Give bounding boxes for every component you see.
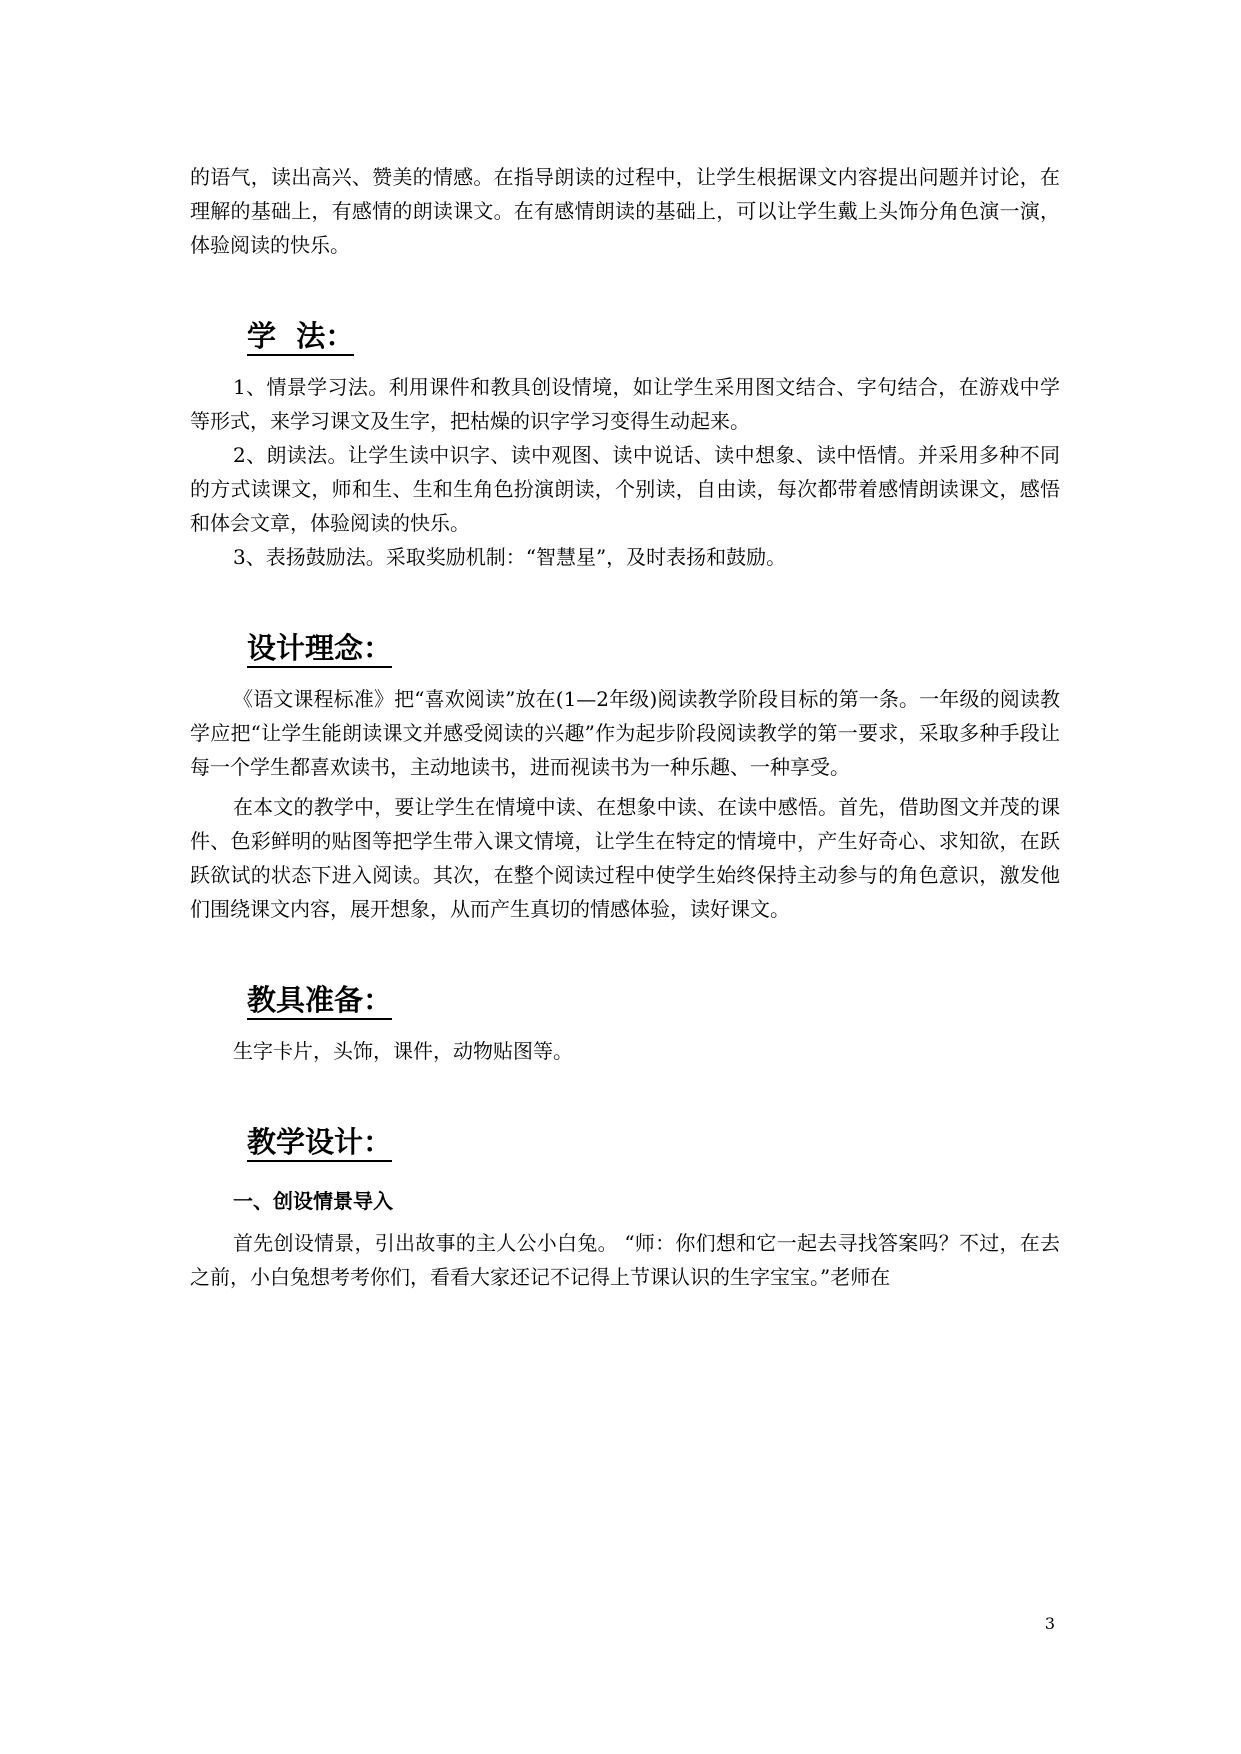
teaching-aids-section — [190, 926, 1060, 1034]
teaching-aids-heading: 教具准备： — [247, 982, 392, 1020]
study-method-item-2: 2、朗读法。让学生读中识字、读中观图、读中说话、读中想象、读中悟情。并采用多种不同的方式读课文，师和生、生和生角色扮演朗读，个别读，自由读，每次都带着感情朗读课文，感悟和体会文章，体验阅读的快乐。 — [190, 443, 1060, 535]
teaching-design-paragraph: 首先创设情景，引出故事的主人公小白兔。 “师：你们想和它一起去寻找答案吗？不过，在去之前，小白兔想考考你们，看看大家还记不记得上节课认识的生字宝宝。”老师在 — [190, 1231, 1060, 1289]
teaching-design-subheading: 一、创设情景导入 — [233, 1189, 393, 1213]
study-method-item-1: 1、情景学习法。利用课件和教具创设情境，如让学生采用图文结合、字句结合，在游戏中学等形式，来学习课文及生字，把枯燥的识字学习变得生动起来。 — [190, 375, 1060, 433]
design-concept-section — [190, 574, 1060, 682]
design-concept-heading: 设计理念： — [247, 630, 392, 668]
study-method-heading: 学 法： — [247, 318, 354, 356]
page-number: 3 — [1044, 1614, 1055, 1633]
teaching-design-section — [190, 1068, 1060, 1176]
study-method-section — [190, 262, 1060, 370]
page-content — [190, 160, 1060, 1294]
teaching-design-heading: 教学设计： — [247, 1124, 392, 1162]
design-concept-paragraph-1: 《语文课程标准》把“喜欢阅读”放在(1—2年级)阅读教学阶段目标的第一条。一年级的阅读教学应把“让学生能朗读课文并感受阅读的兴趣”作为起步阶段阅读教学的第一要求，采取多种手段让每一个学生都喜欢读书，主动地读书，进而视读书为一种乐趣、一种享受。 — [190, 687, 1060, 779]
intro-paragraph: 的语气，读出高兴、赞美的情感。在指导朗读的过程中，让学生根据课文内容提出问题并讨论，在理解的基础上，有感情的朗读课文。在有感情朗读的基础上，可以让学生戴上头饰分角色演一演，体验阅读的快乐。 — [190, 165, 1060, 257]
study-method-item-3: 3、表扬鼓励法。采取奖励机制：“智慧星”，及时表扬和鼓励。 — [233, 545, 787, 569]
design-concept-paragraph-2: 在本文的教学中，要让学生在情境中读、在想象中读、在读中感悟。首先，借助图文并茂的课件、色彩鲜明的贴图等把学生带入课文情境，让学生在特定的情境中，产生好奇心、求知欲，在跃跃欲试的状态下进入阅读。其次，在整个阅读过程中使学生始终保持主动参与的角色意识，激发他们围绕课文内容，展开想象，从而产生真切的情感体验，读好课文。 — [190, 795, 1060, 921]
teaching-aids-text: 生字卡片，头饰，课件，动物贴图等。 — [233, 1039, 573, 1063]
